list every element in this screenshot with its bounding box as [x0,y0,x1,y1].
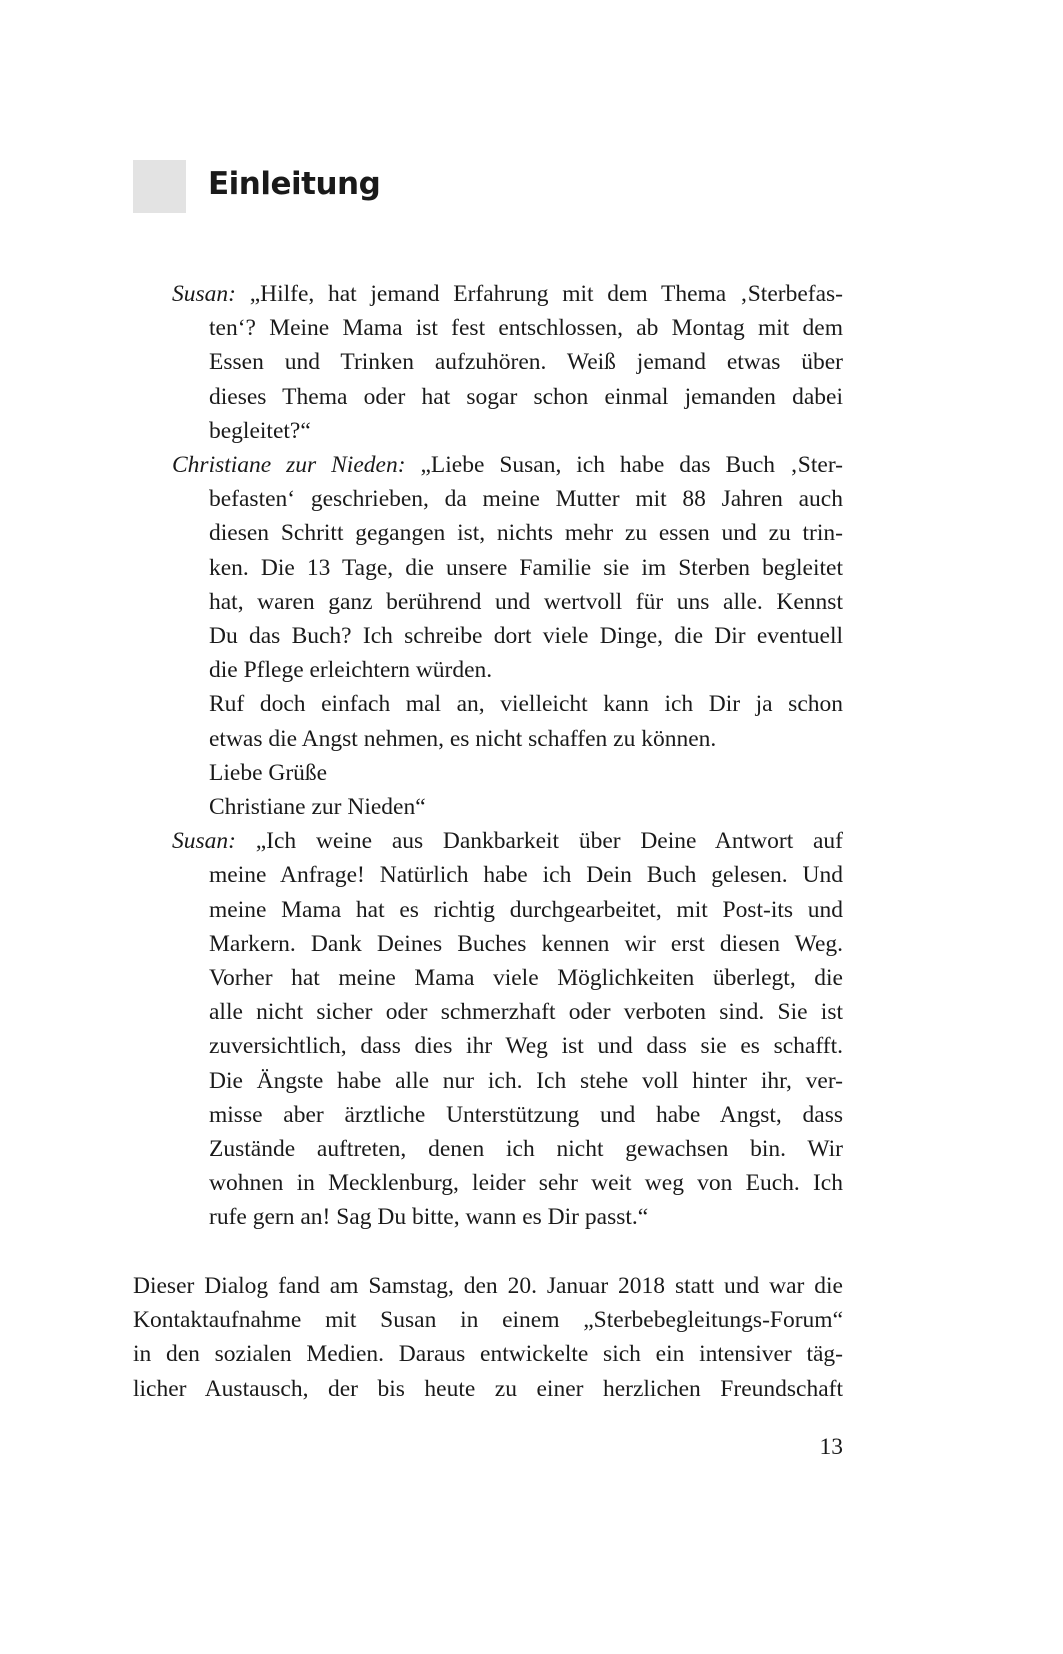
dialog-text: hat, waren ganz berührend und wertvoll für uns alle. Kennst [209,588,843,615]
dialog-text: Die Ängste habe alle nur ich. Ich stehe voll hinter ihr, ver- [209,1067,843,1094]
speaker-name: Susan: [172,281,236,307]
dialog-text: ten‘? Meine Mama ist fest entschlossen, ab Montag mit dem [209,315,843,342]
dialog-text: meine Mama hat es richtig durchgearbeitet, mit Post-its und [209,896,843,923]
dialog-text: Christiane zur Nieden“ [209,794,426,820]
dialog-text: ken. Die 13 Tage, die unsere Familie sie im Sterben begleitet [209,554,843,581]
dialog-entry-line [209,551,843,585]
dialog-entry-line [209,790,843,824]
dialog-text: befasten‘ geschrieben, da meine Mutter mit 88 Jahren auch [209,486,843,513]
dialog-entry-line [209,756,843,790]
dialog-entry-line [209,619,843,653]
chapter-marker-box [133,160,186,213]
paragraph-line: Kontaktaufnahme mit Susan in einem „Sterbebegleitungs-Forum“ [133,1307,843,1334]
speaker-name: Susan: [172,828,236,855]
dialog-text: etwas die Angst nehmen, es nicht schaffen zu können. [209,725,717,752]
dialog-text: alle nicht sicher oder schmerzhaft oder verboten sind. Sie ist [209,999,843,1026]
dialog-text: „Ich weine aus Dankbarkeit über Deine Antwort auf [255,828,844,855]
dialog-text: zuversichtlich, dass dies ihr Weg ist und dass sie es schafft. [209,1033,843,1060]
page-number: 13 [819,1434,843,1460]
dialog-entry-first-line [172,277,843,311]
paragraph-line: in den sozialen Medien. Daraus entwickelte sich ein intensiver täg- [133,1341,843,1368]
dialog-text: Du das Buch? Ich schreibe dort viele Dinge, die Dir eventuell [209,623,843,649]
dialog-entry-first-line [172,824,843,858]
dialog-entry-line [209,653,843,687]
dialog-entry-line [209,722,843,756]
dialog-entry-line [209,961,843,995]
dialog-entry-line [209,1098,843,1132]
dialog-text: meine Anfrage! Natürlich habe ich Dein Buch gelesen. Und [209,862,843,889]
dialog-entry-line [209,893,843,927]
dialog-text: „Liebe Susan, ich habe das Buch ‚Ster- [420,452,844,478]
dialog-entry-line [209,516,843,550]
dialog-entry-line [209,414,843,448]
dialog-entry-line [209,1132,843,1166]
dialog-entry-line [209,1064,843,1098]
dialog-entry-line [209,927,843,961]
speaker-name: Christiane zur Nieden: [172,452,406,478]
dialog-text: Markern. Dank Deines Buches kennen wir erst diesen Weg. [209,930,843,957]
dialog-entry-line [209,1200,843,1234]
chapter-title: Einleitung [208,166,381,202]
dialog-entry-line [209,311,843,345]
dialog-entry-line [209,380,843,414]
dialog-text: Zustände auftreten, denen ich nicht gewachsen bin. Wir [209,1136,843,1162]
dialog-entry-line [209,858,843,892]
dialog-text: Ruf doch einfach mal an, vielleicht kann ich Dir ja schon [209,691,843,718]
dialog-text: Liebe Grüße [209,759,328,786]
dialog-text: „Hilfe, hat jemand Erfahrung mit dem Thema ‚Sterbefas- [249,281,844,307]
dialog-entry-line [209,1029,843,1063]
paragraph-line: licher Austausch, der bis heute zu einer herzlichen Freundschaft [133,1375,843,1402]
dialog-text: dieses Thema oder hat sogar schon einmal jemanden dabei [209,383,843,410]
dialog-entry-first-line [172,448,843,482]
dialog-entry-line [209,995,843,1029]
dialog-text: wohnen in Mecklenburg, leider sehr weit weg von Euch. Ich [209,1170,843,1197]
dialog-entry-line [209,1166,843,1200]
dialog-text: begleitet?“ [209,417,311,444]
dialog-text: die Pflege erleichtern würden. [209,657,493,684]
dialog-entry-line [209,345,843,379]
dialog-text: rufe gern an! Sag Du bitte, wann es Dir passt.“ [209,1204,649,1231]
dialog-text: Vorher hat meine Mama viele Möglichkeiten überlegt, die [209,965,843,991]
dialog-entry-line [209,482,843,516]
dialog-text: diesen Schritt gegangen ist, nichts mehr zu essen und zu trin- [209,520,843,547]
dialog-text: Essen und Trinken aufzuhören. Weiß jemand etwas über [209,349,843,376]
paragraph-line: Dieser Dialog fand am Samstag, den 20. Januar 2018 statt und war die [133,1273,843,1299]
dialog-text: misse aber ärztliche Unterstützung und habe Angst, dass [209,1101,843,1128]
dialog-entry-line [209,585,843,619]
dialog-entry-line [209,687,843,721]
